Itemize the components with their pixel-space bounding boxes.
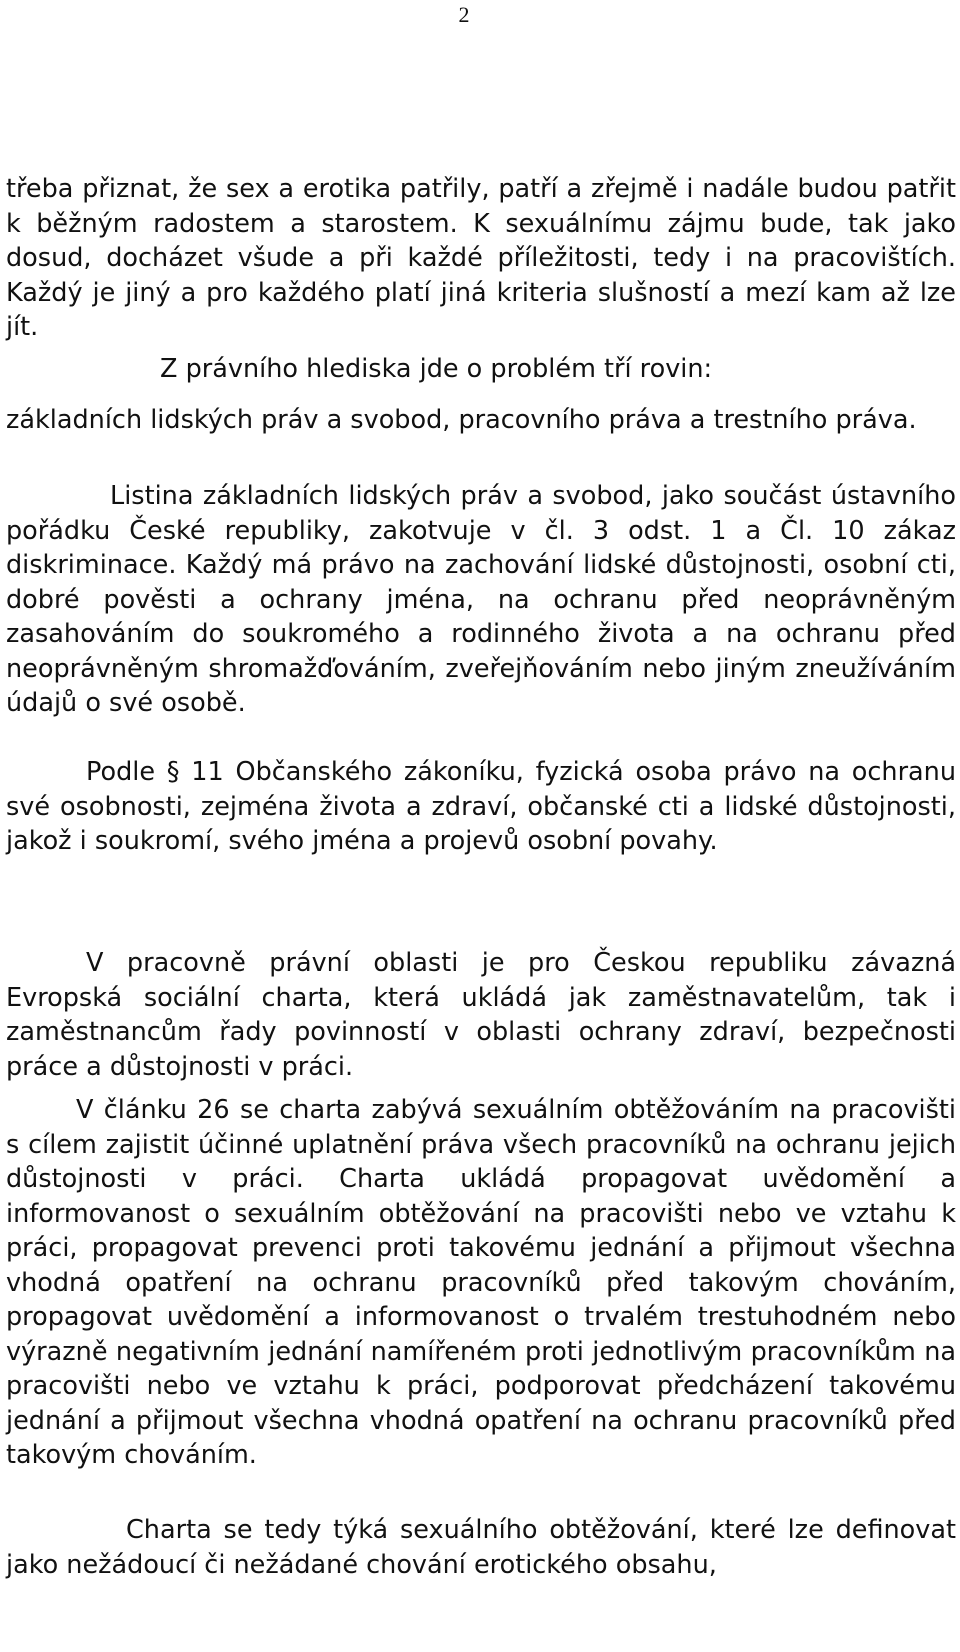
paragraph-levels-list: základních lidských práv a svobod, pracovního práva a trestního práva. bbox=[6, 405, 917, 435]
paragraph-legal-levels: Z právního hlediska jde o problém tří rovin: bbox=[160, 354, 713, 384]
paragraph-intro: třeba přiznat, že sex a erotika patřily, patří a zřejmě i nadále budou patřit k běžným radostem a starostem. K sexuálnímu zájmu bude, tak jako dosud, docházet všude a při každé příležitosti, tedy i na pracovištích. Každý je jiný a pro každého platí jiná kriteria slušností a mezí kam až lze jít. bbox=[6, 174, 956, 342]
page-number: 2 bbox=[458, 2, 470, 27]
paragraph-definition: Charta se tedy týká sexuálního obtěžování, které lze definovat jako nežádoucí či nežádané chování erotického obsahu, bbox=[6, 1515, 956, 1580]
paragraph-social-charter: V pracovně právní oblasti je pro Českou republiku závazná Evropská sociální charta, která ukládá jak zaměstnavatelům, tak i zaměstnancům řady povinností v oblasti ochrany zdraví, bezpečnosti práce a důstojnosti v práci. bbox=[6, 948, 956, 1082]
paragraph-article-26: V článku 26 se charta zabývá sexuálním obtěžováním na pracovišti s cílem zajistit účinné uplatnění práva všech pracovníků na ochranu jejich důstojnosti v práci. Charta ukládá propagovat uvědomění a informovanost o sexuálním obtěžování na pracovišti nebo ve vztahu k práci, propagovat prevenci proti takovému jednání a přijmout všechna vhodná opatření na ochranu pracovníků před takovým chováním, propagovat uvědomění a informovanost o trvalém trestuhodném nebo výrazně negativním jednání namířeném proti jednotlivým pracovníkům na pracovišti nebo ve vztahu k práci, podporovat předcházení takovému jednání a přijmout všechna vhodná opatření na ochranu pracovníků před takovým chováním. bbox=[6, 1095, 956, 1470]
paragraph-civil-code: Podle § 11 Občanského zákoníku, fyzická osoba právo na ochranu své osobnosti, zejména života a zdraví, občanské cti a lidské důstojnosti, jakož i soukromí, svého jména a projevů osobní povahy. bbox=[6, 757, 956, 856]
paragraph-charter-rights: Listina základních lidských práv a svobod, jako součást ústavního pořádku České republiky, zakotvuje v čl. 3 odst. 1 a Čl. 10 zákaz diskriminace. Každý má právo na zachování lidské důstojnosti, osobní cti, dobré pověsti a ochrany jména, na ochranu před neoprávněným zasahováním do soukromého a rodinného života a na ochranu před neoprávněným shromažďováním, zveřejňováním nebo jiným zneužíváním údajů o své osobě. bbox=[6, 481, 956, 718]
